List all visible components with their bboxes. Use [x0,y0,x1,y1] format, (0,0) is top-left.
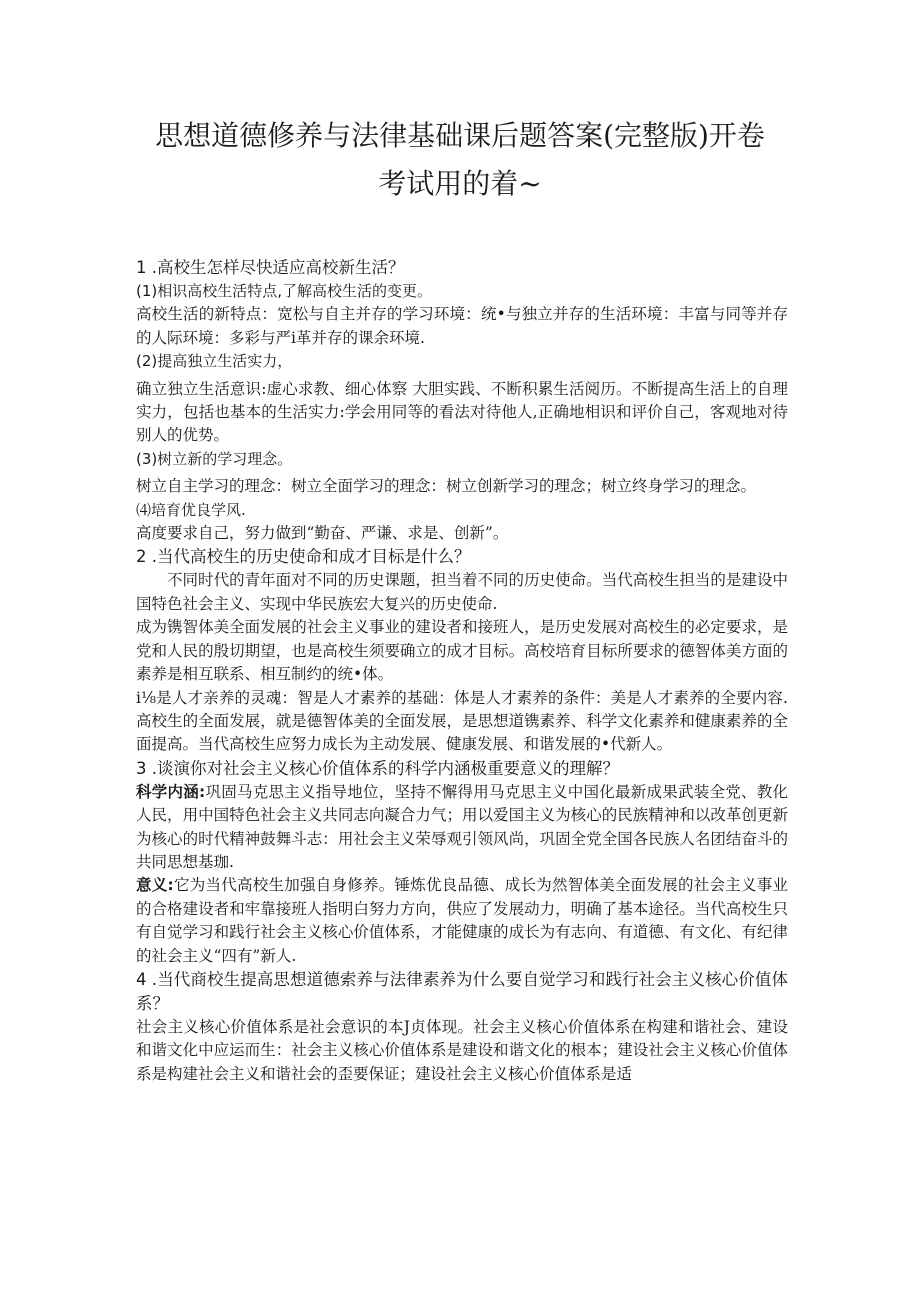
question-4-heading: 4 .当代商校生提高思想道德索养与法律素养为什么要自觉学习和践行社会主义核心价值体系？ [136,969,788,1013]
q3-paragraph-2 [136,874,788,968]
q1-subheading-4: ⑷培育优良学风. [136,500,246,519]
q1-paragraph-3: 树立自主学习的理念：树立全面学习的理念：树立创新学习的理念；树立终身学习的理念。 [136,477,757,496]
q3-label-scientific-connotation: 科学内涵: [136,782,206,801]
document-title-line1: 思想道德修养与法律基础课后题答案(完整版)开卷 [155,119,765,152]
q4-paragraph-1: 社会主义核心价值体系是社会意识的本J贞体现。社会主义核心价值体系在构建和谐社会、建设和谐文化中应运而生：社会主义核心价值体系是建设和谐文化的根本；建设社会主义核心价值体系是构建社会主义和谐社会的歪要保证；建设社会主义核心价值体系是适 [136,1017,788,1083]
document-body [136,256,788,1086]
q1-paragraph-1: 高校生活的新特点：宽松与自主并存的学习环境：统•与独立并存的生活环境：丰富与同等并存的人际环境：多彩与严i革并存的课余环境. [136,305,788,347]
q1-paragraph-2: 确立独立生活意识:虚心求教、细心体察 大胆实践、不断积累生活阅历。不断提高生活上的自理实力，包括也基本的生活实力:学会用同等的看法对待他人,正确地相识和评价自己，客观地对待别人的优势。 [136,379,788,445]
q2-paragraph-2: 成为镌智体美全面发展的社会主义事业的建设者和接班人，是历史发展对高校生的必定要求，是党和人民的殷切期望，也是高校生须要确立的成才目标。高校培育目标所要求的德智体美方面的素养是相互联系、相互制约的统•体。 [136,618,788,684]
question-2-heading: 2 .当代高校生的历史使命和成才目标是什么？ [136,547,471,567]
q1-subheading-1: (1)相识高校生活特点,了解高校生活的变更。 [136,282,433,300]
q3-paragraph-2-text: 它为当代高校生加强自身修养。锤炼优良品德、成长为然智体美全面发展的社会主义事业的合格建设者和牢靠接班人指明白努力方向，供应了发展动力，明确了基本途径。当代高校生只有自觉学习和践行社会主义核心价值体系，才能健康的成长为有志向、有道德、有文化、有纪律的社会主义“四有”新人. [136,876,788,965]
q3-paragraph-1-text: 巩固马克思主义指导地位，坚持不懈得用马克思主义中国化最新成果武装全党、教化人民，用中国特色社会主义共同志向凝合力气；用以爱国主义为核心的民族精神和以改革创更新为核心的时代精神鼓舞斗志：用社会主义荣辱观引领风尚，巩固全党全国各民族人名团结奋斗的共同思想基珈. [136,782,788,871]
q3-label-significance: 意义: [136,876,174,895]
q2-paragraph-3: i⅛是人才亲养的灵魂：智是人才素养的基础：体是人才素养的条件：美是人才素养的全要内容.高校生的全面发展，就是德智体美的全面发展，是思想道镌素养、科学文化素养和健康素养的全面提高。当代高校生应努力成长为主动发展、健康发展、和谐发展的•代新人。 [136,688,788,754]
q1-subheading-3: (3)树立新的学习理念。 [136,449,293,468]
q3-paragraph-1 [136,781,788,875]
q1-paragraph-4: 高度要求自己，努力做到“勤奋、严谦、求是、创新”。 [136,524,509,543]
document-title-line2: 考试用的着~ [378,167,542,200]
q1-subheading-2: (2)提高独立生活实力， [136,352,293,371]
question-3-heading: 3 .谈演你对社会主义核心价值体系的科学内涵极重要意义的理解？ [136,758,619,778]
question-1-heading: 1 .高校生怎样尽快适应高校新生活？ [136,258,405,277]
q2-paragraph-1: 不同时代的青年面对不同的历史课题，担当着不同的历史使命。当代高校生担当的是建设中国特色社会主义、实现中华民族宏大复兴的历史使命. [136,571,788,613]
